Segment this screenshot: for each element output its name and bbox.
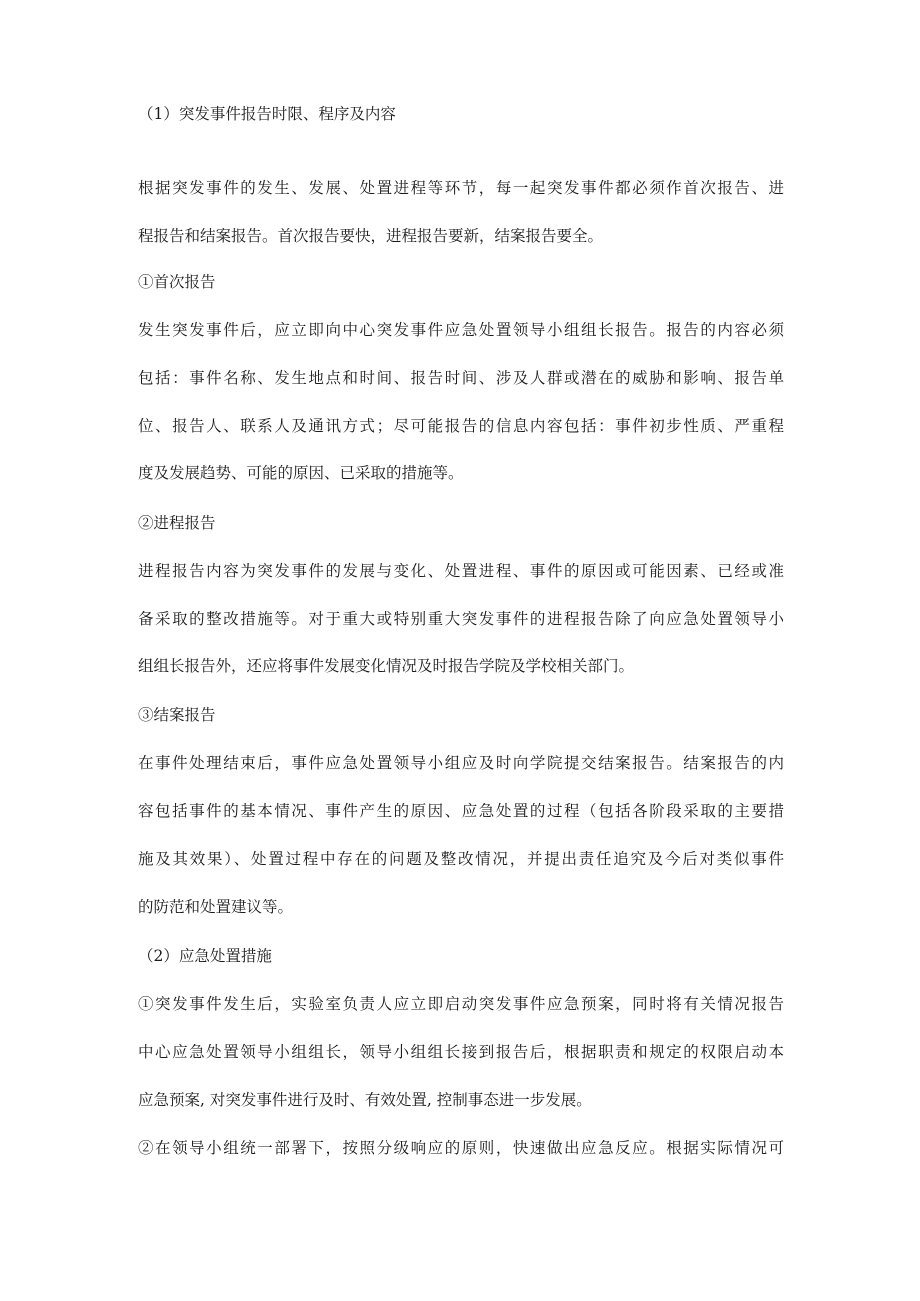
final-report-line-1: 在事件处理结束后，事件应急处置领导小组应及时向学院提交结案报告。结案报告的内 (138, 754, 784, 772)
final-report-heading: ③结案报告 (138, 706, 216, 724)
progress-report-line-2: 备采取的整改措施等。对于重大或特别重大突发事件的进程报告除了向应急处置领导小 (138, 610, 784, 628)
intro-line-2: 程报告和结案报告。首次报告要快，进程报告要新，结案报告要全。 (138, 227, 604, 245)
measure-1-line-2: 中心应急处置领导小组组长，领导小组组长接到报告后，根据职责和规定的权限启动本 (138, 1043, 784, 1061)
intro-line-1: 根据突发事件的发生、发展、处置进程等环节，每一起突发事件都必须作首次报告、进 (138, 179, 784, 197)
first-report-line-2: 包括：事件名称、发生地点和时间、报告时间、涉及人群或潜在的威胁和影响、报告单 (138, 369, 784, 387)
final-report-line-2: 容包括事件的基本情况、事件产生的原因、应急处置的过程（包括各阶段采取的主要措 (138, 802, 784, 820)
final-report-line-4: 的防范和处置建议等。 (138, 898, 294, 916)
first-report-line-1: 发生突发事件后，应立即向中心突发事件应急处置领导小组组长报告。报告的内容必须 (138, 321, 784, 339)
first-report-line-4: 度及发展趋势、可能的原因、已采取的措施等。 (138, 464, 464, 482)
first-report-heading: ①首次报告 (138, 273, 216, 291)
section-2-title: （2）应急处置措施 (138, 947, 272, 965)
measure-2-line-1: ②在领导小组统一部署下，按照分级响应的原则，快速做出应急反应。根据实际情况可 (138, 1139, 784, 1157)
measure-1-line-3: 应急预案, 对突发事件进行及时、有效处置, 控制事态进一步发展。 (138, 1091, 592, 1109)
progress-report-heading: ②进程报告 (138, 514, 216, 532)
measure-1-line-1: ①突发事件发生后，实验室负责人应立即启动突发事件应急预案，同时将有关情况报告 (138, 995, 784, 1013)
first-report-line-3: 位、报告人、联系人及通讯方式；尽可能报告的信息内容包括：事件初步性质、严重程 (138, 417, 784, 435)
progress-report-line-1: 进程报告内容为突发事件的发展与变化、处置进程、事件的原因或可能因素、已经或准 (138, 562, 784, 580)
section-1-title: （1）突发事件报告时限、程序及内容 (138, 105, 396, 123)
progress-report-line-3: 组组长报告外，还应将事件发展变化情况及时报告学院及学校相关部门。 (138, 657, 635, 675)
final-report-line-3: 施及其效果）、处置过程中存在的问题及整改情况，并提出责任追究及今后对类似事件 (138, 850, 784, 868)
